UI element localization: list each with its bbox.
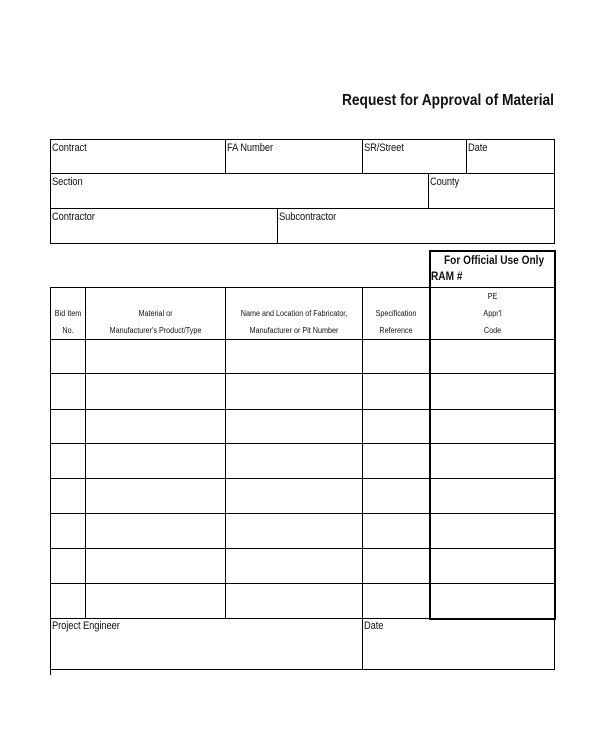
- footer-date-field[interactable]: [363, 619, 554, 669]
- specification-cell[interactable]: [363, 584, 429, 618]
- official-box-right: [554, 250, 556, 620]
- fabricator-header-line-1: Name and Location of Fabricator,: [240, 309, 348, 318]
- material-header: [93, 305, 218, 339]
- ram-number-label: RAM #: [431, 271, 463, 283]
- bid-item-cell[interactable]: [51, 479, 85, 513]
- footer-date-label: Date: [364, 620, 384, 632]
- contract-field[interactable]: [51, 140, 225, 173]
- official-box-top: [429, 250, 556, 252]
- specification-cell[interactable]: [363, 374, 429, 409]
- pe-code-cell[interactable]: [431, 340, 554, 373]
- material-cell[interactable]: [86, 340, 225, 373]
- bid-item-header-line-2: No.: [62, 326, 74, 335]
- official-use-title: For Official Use Only: [444, 255, 545, 267]
- bid-item-cell[interactable]: [51, 340, 85, 373]
- bid-item-header: [52, 305, 84, 339]
- pe-code-cell[interactable]: [431, 549, 554, 583]
- pe-header-line-1: PE: [487, 292, 498, 301]
- section-field[interactable]: [51, 174, 428, 208]
- pe-code-cell[interactable]: [431, 479, 554, 513]
- bid-item-cell[interactable]: [51, 549, 85, 583]
- fabricator-header: [233, 305, 355, 339]
- fabricator-cell[interactable]: [226, 410, 362, 443]
- form-title: Request for Approval of Material: [341, 92, 554, 109]
- fabricator-cell[interactable]: [226, 584, 362, 618]
- specification-header-line-2: Reference: [379, 326, 413, 335]
- specification-cell[interactable]: [363, 514, 429, 548]
- material-header-line-2: Manufacturer's Product/Type: [109, 326, 202, 335]
- material-cell[interactable]: [86, 479, 225, 513]
- specification-cell[interactable]: [363, 549, 429, 583]
- bid-item-cell[interactable]: [51, 410, 85, 443]
- bid-item-cell[interactable]: [51, 514, 85, 548]
- footer-right-border: [554, 618, 555, 669]
- date-label: Date: [468, 142, 488, 154]
- project-engineer-field[interactable]: [51, 619, 362, 669]
- material-cell[interactable]: [86, 584, 225, 618]
- sr-street-field[interactable]: [363, 140, 466, 173]
- pe-code-cell[interactable]: [431, 410, 554, 443]
- ram-number-field[interactable]: [470, 270, 552, 286]
- pe-approval-code-header: [437, 288, 548, 339]
- sr-street-label: SR/Street: [364, 142, 404, 154]
- date-field[interactable]: [467, 140, 554, 173]
- pe-code-cell[interactable]: [431, 514, 554, 548]
- county-label: County: [430, 176, 460, 188]
- specification-header: [366, 305, 425, 339]
- fabricator-cell[interactable]: [226, 374, 362, 409]
- material-cell[interactable]: [86, 444, 225, 478]
- specification-cell[interactable]: [363, 444, 429, 478]
- fa-number-label: FA Number: [227, 142, 274, 154]
- specification-cell[interactable]: [363, 479, 429, 513]
- header-bottom-border: [50, 243, 555, 244]
- bid-item-cell[interactable]: [51, 374, 85, 409]
- material-cell[interactable]: [86, 374, 225, 409]
- fabricator-cell[interactable]: [226, 549, 362, 583]
- subcontractor-field[interactable]: [278, 209, 554, 243]
- subcontractor-label: Subcontractor: [279, 211, 337, 223]
- bid-item-cell[interactable]: [51, 584, 85, 618]
- project-engineer-label: Project Engineer: [52, 620, 120, 632]
- fabricator-cell[interactable]: [226, 444, 362, 478]
- contractor-field[interactable]: [51, 209, 277, 243]
- specification-cell[interactable]: [363, 340, 429, 373]
- fabricator-header-line-2: Manufacturer or Pit Number: [249, 326, 339, 335]
- county-field[interactable]: [429, 174, 554, 208]
- pe-header-line-2: Appr'l: [483, 309, 502, 318]
- pe-code-cell[interactable]: [431, 584, 554, 618]
- fa-number-field[interactable]: [226, 140, 362, 173]
- fabricator-cell[interactable]: [226, 340, 362, 373]
- fabricator-cell[interactable]: [226, 514, 362, 548]
- pe-code-cell[interactable]: [431, 444, 554, 478]
- bid-item-header-line-1: Bid Item: [54, 309, 82, 318]
- specification-header-line-1: Specification: [375, 309, 417, 318]
- material-cell[interactable]: [86, 514, 225, 548]
- header-right-border: [554, 139, 555, 244]
- fabricator-cell[interactable]: [226, 479, 362, 513]
- pe-code-cell[interactable]: [431, 374, 554, 409]
- pe-header-line-3: Code: [483, 326, 502, 335]
- material-header-line-1: Material or: [138, 309, 173, 318]
- specification-cell[interactable]: [363, 410, 429, 443]
- contract-label: Contract: [52, 142, 87, 154]
- section-label: Section: [52, 176, 83, 188]
- footer-bottom-border: [50, 669, 555, 670]
- contractor-label: Contractor: [52, 211, 95, 223]
- material-cell[interactable]: [86, 410, 225, 443]
- bid-item-cell[interactable]: [51, 444, 85, 478]
- material-cell[interactable]: [86, 549, 225, 583]
